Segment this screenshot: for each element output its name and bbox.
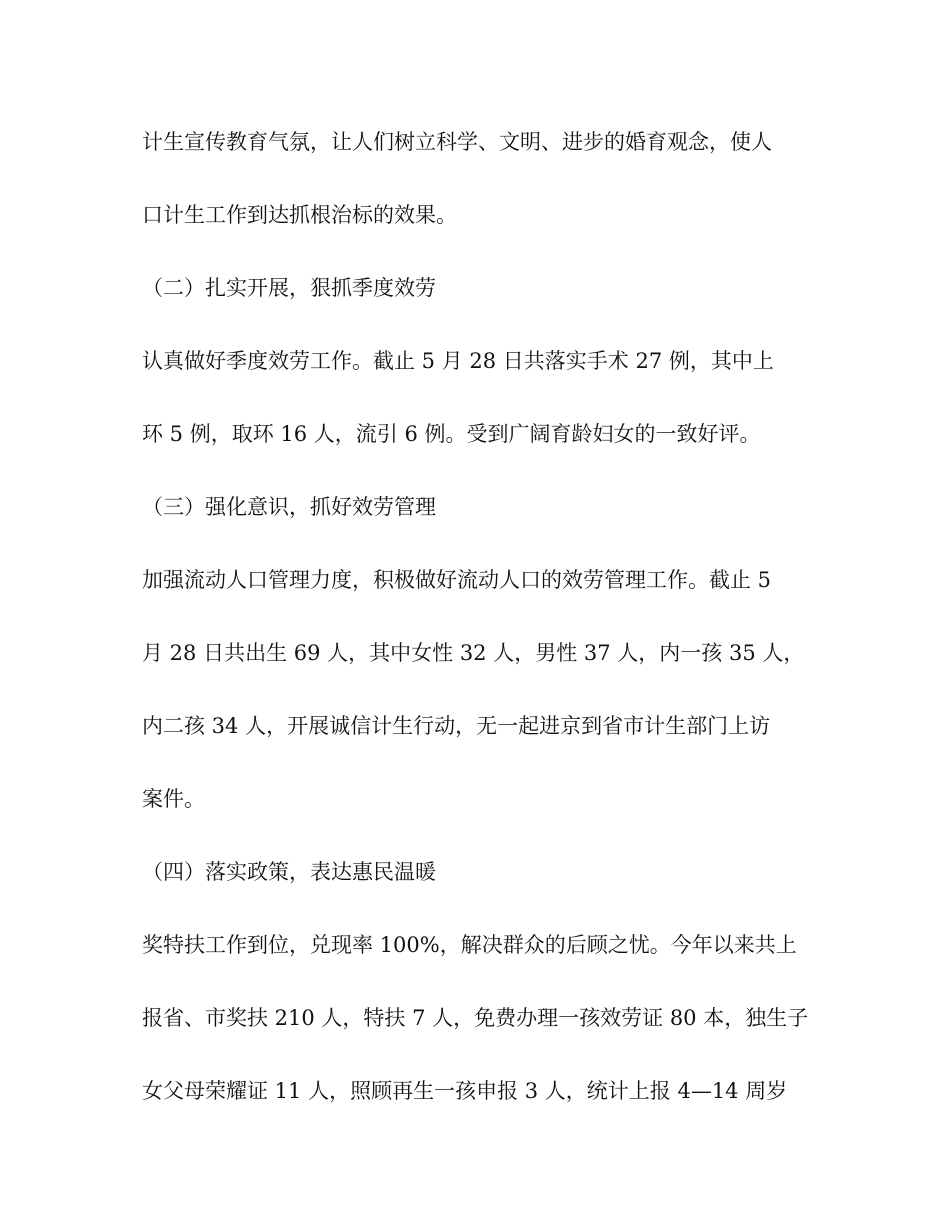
- body-text-line: 计生宣传教育气氛，让人们树立科学、文明、进步的婚育观念，使人: [142, 130, 772, 154]
- body-text-line: 认真做好季度效劳工作。截止 5 月 28 日共落实手术 27 例，其中上: [142, 349, 774, 373]
- section-heading: （四）落实政策，表达惠民温暖: [142, 860, 436, 884]
- body-text-line: 月 28 日共出生 69 人，其中女性 32 人，男性 37 人，内一孩 35 人，: [142, 641, 805, 665]
- body-text-line: 环 5 例，取环 16 人，流引 6 例。受到广阔育龄妇女的一致好评。: [142, 422, 761, 446]
- body-text-line: 奖特扶工作到位，兑现率 100%，解决群众的后顾之忧。今年以来共上: [142, 933, 797, 957]
- body-text-line: 案件。: [142, 787, 205, 811]
- body-text-line: 内二孩 34 人，开展诚信计生行动，无一起进京到省市计生部门上访: [142, 714, 771, 738]
- body-text-line: 口计生工作到达抓根治标的效果。: [142, 203, 457, 227]
- section-heading: （三）强化意识，抓好效劳管理: [142, 495, 436, 519]
- section-heading: （二）扎实开展，狠抓季度效劳: [142, 276, 436, 300]
- body-text-line: 报省、市奖扶 210 人，特扶 7 人，免费办理一孩效劳证 80 本，独生子: [142, 1006, 809, 1030]
- body-text-line: 加强流动人口管理力度，积极做好流动人口的效劳管理工作。截止 5: [142, 568, 772, 592]
- body-text-line: 女父母荣耀证 11 人，照顾再生一孩申报 3 人，统计上报 4—14 周岁: [142, 1079, 788, 1103]
